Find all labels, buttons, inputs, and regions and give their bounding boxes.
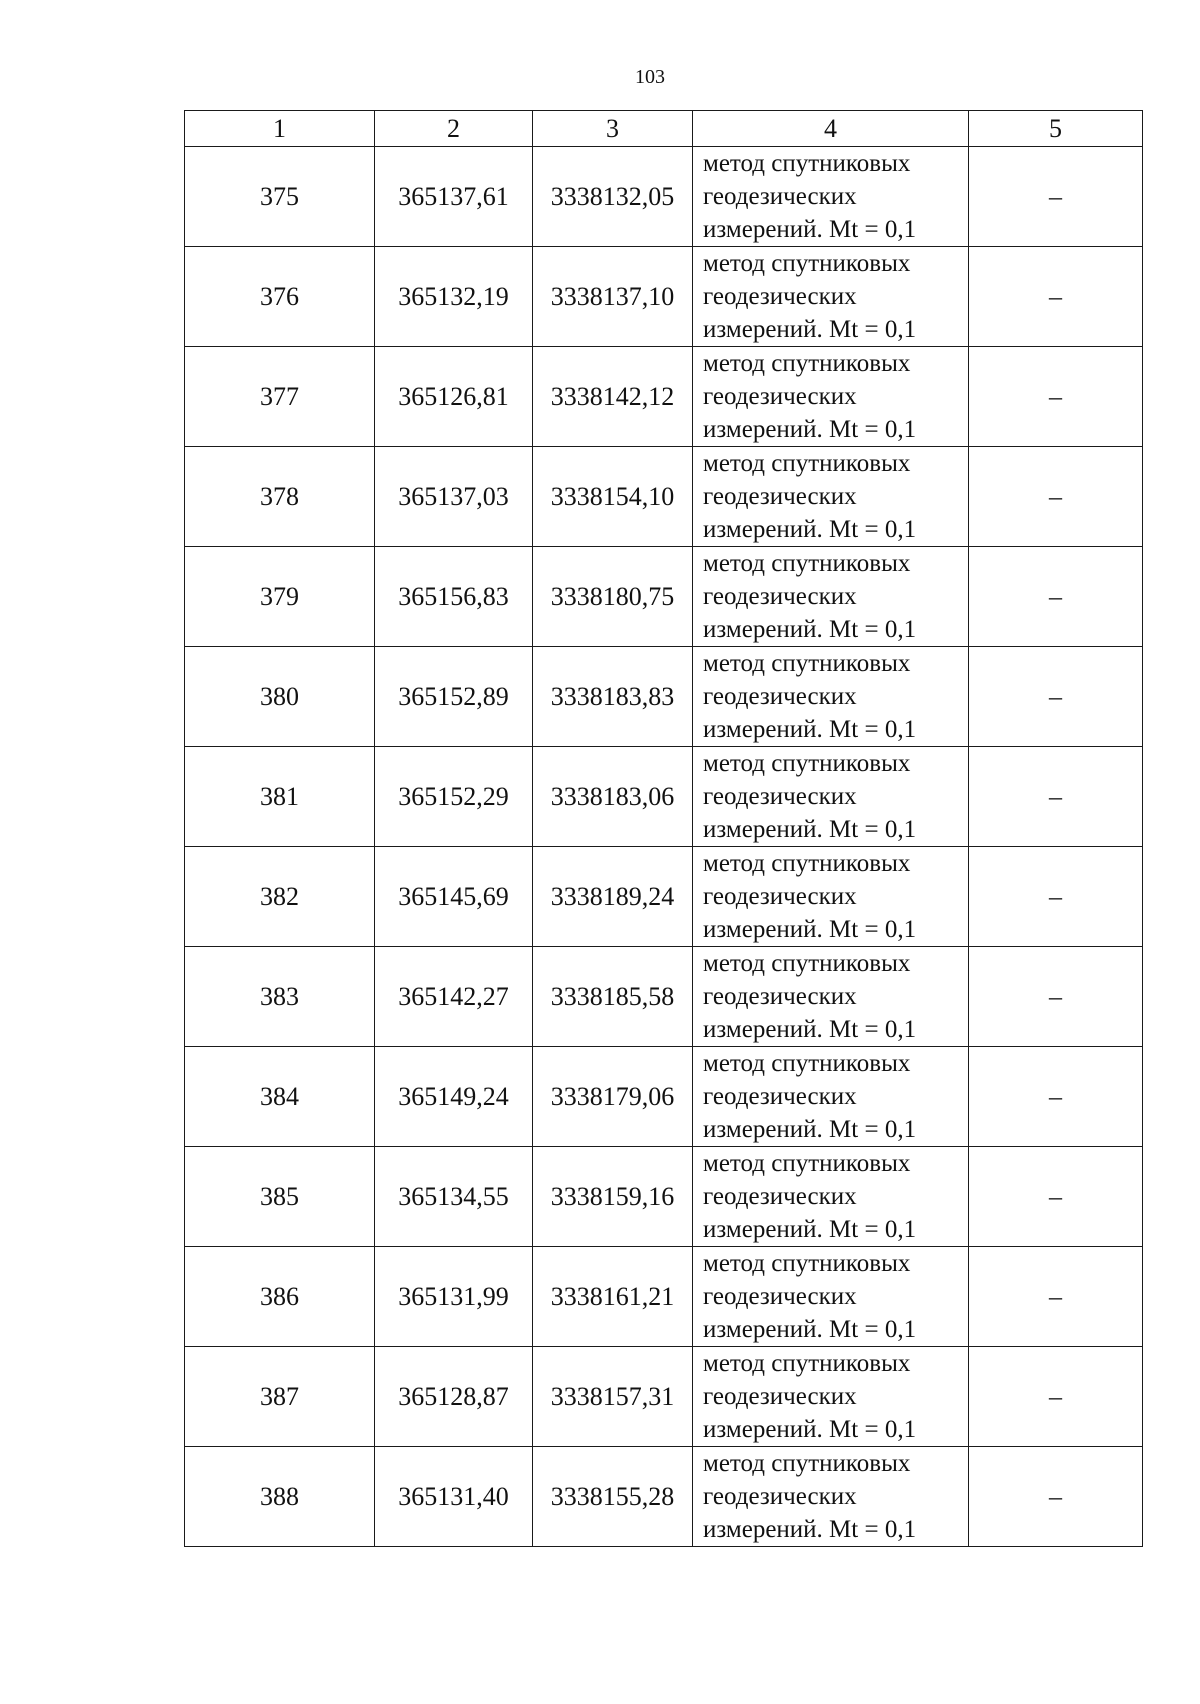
method-line: измерений. Mt = 0,1 <box>703 916 917 943</box>
coordinate-x-cell: 365137,61 <box>375 147 533 247</box>
method-cell <box>693 947 969 1047</box>
method-line: геодезических <box>703 1383 857 1410</box>
method-line: геодезических <box>703 1283 857 1310</box>
coordinate-x-cell: 365152,89 <box>375 647 533 747</box>
note-cell: – <box>969 1047 1143 1147</box>
method-cell <box>693 147 969 247</box>
point-number-cell: 380 <box>185 647 375 747</box>
method-cell <box>693 547 969 647</box>
method-line: измерений. Mt = 0,1 <box>703 1416 917 1443</box>
method-line: измерений. Mt = 0,1 <box>703 716 917 743</box>
table-row <box>185 1347 1143 1447</box>
point-number-cell: 375 <box>185 147 375 247</box>
coordinate-x-cell: 365131,99 <box>375 1247 533 1347</box>
method-line: геодезических <box>703 583 857 610</box>
table-header <box>185 111 1143 147</box>
method-line: геодезических <box>703 1083 857 1110</box>
method-line: измерений. Mt = 0,1 <box>703 416 917 443</box>
coordinate-y-cell: 3338155,28 <box>533 1447 693 1547</box>
method-line: метод спутниковых <box>703 1150 911 1177</box>
note-cell: – <box>969 547 1143 647</box>
method-cell <box>693 847 969 947</box>
coordinate-y-cell: 3338159,16 <box>533 1147 693 1247</box>
table-row <box>185 147 1143 247</box>
method-cell <box>693 1347 969 1447</box>
table-row <box>185 647 1143 747</box>
method-cell <box>693 247 969 347</box>
method-line: метод спутниковых <box>703 450 911 477</box>
method-line: метод спутниковых <box>703 1250 911 1277</box>
method-line: метод спутниковых <box>703 850 911 877</box>
method-line: измерений. Mt = 0,1 <box>703 216 917 243</box>
note-cell: – <box>969 747 1143 847</box>
coordinate-y-cell: 3338154,10 <box>533 447 693 547</box>
coordinate-y-cell: 3338137,10 <box>533 247 693 347</box>
coordinate-y-cell: 3338179,06 <box>533 1047 693 1147</box>
note-cell: – <box>969 947 1143 1047</box>
method-line: метод спутниковых <box>703 1450 911 1477</box>
coordinate-x-cell: 365126,81 <box>375 347 533 447</box>
point-number-cell: 384 <box>185 1047 375 1147</box>
point-number-cell: 376 <box>185 247 375 347</box>
coordinates-table <box>184 110 1143 1547</box>
coordinate-y-cell: 3338180,75 <box>533 547 693 647</box>
coordinate-x-cell: 365134,55 <box>375 1147 533 1247</box>
table-row <box>185 1447 1143 1547</box>
coordinate-x-cell: 365152,29 <box>375 747 533 847</box>
method-cell <box>693 647 969 747</box>
method-line: геодезических <box>703 183 857 210</box>
method-line: геодезических <box>703 483 857 510</box>
table-row <box>185 1147 1143 1247</box>
point-number-cell: 383 <box>185 947 375 1047</box>
coordinate-x-cell: 365132,19 <box>375 247 533 347</box>
method-cell <box>693 347 969 447</box>
coordinate-x-cell: 365128,87 <box>375 1347 533 1447</box>
table-row <box>185 847 1143 947</box>
table-row <box>185 1047 1143 1147</box>
coordinate-y-cell: 3338183,83 <box>533 647 693 747</box>
point-number-cell: 377 <box>185 347 375 447</box>
coordinate-y-cell: 3338157,31 <box>533 1347 693 1447</box>
table-row <box>185 347 1143 447</box>
note-cell: – <box>969 847 1143 947</box>
method-line: геодезических <box>703 1183 857 1210</box>
method-line: метод спутниковых <box>703 1050 911 1077</box>
coordinate-x-cell: 365142,27 <box>375 947 533 1047</box>
header-col-5: 5 <box>969 111 1143 147</box>
header-col-4: 4 <box>693 111 969 147</box>
method-line: геодезических <box>703 283 857 310</box>
method-line: измерений. Mt = 0,1 <box>703 516 917 543</box>
coordinate-x-cell: 365149,24 <box>375 1047 533 1147</box>
note-cell: – <box>969 1447 1143 1547</box>
method-cell <box>693 1147 969 1247</box>
point-number-cell: 379 <box>185 547 375 647</box>
point-number-cell: 387 <box>185 1347 375 1447</box>
method-line: геодезических <box>703 783 857 810</box>
method-cell <box>693 1047 969 1147</box>
point-number-cell: 378 <box>185 447 375 547</box>
method-line: метод спутниковых <box>703 350 911 377</box>
method-line: метод спутниковых <box>703 750 911 777</box>
note-cell: – <box>969 1147 1143 1247</box>
point-number-cell: 382 <box>185 847 375 947</box>
method-line: измерений. Mt = 0,1 <box>703 1316 917 1343</box>
coordinate-x-cell: 365137,03 <box>375 447 533 547</box>
method-line: измерений. Mt = 0,1 <box>703 816 917 843</box>
coordinate-y-cell: 3338142,12 <box>533 347 693 447</box>
table-row <box>185 947 1143 1047</box>
coordinate-y-cell: 3338161,21 <box>533 1247 693 1347</box>
table-row <box>185 1247 1143 1347</box>
method-line: метод спутниковых <box>703 650 911 677</box>
method-line: измерений. Mt = 0,1 <box>703 1516 917 1543</box>
note-cell: – <box>969 1347 1143 1447</box>
method-line: измерений. Mt = 0,1 <box>703 616 917 643</box>
coordinate-x-cell: 365131,40 <box>375 1447 533 1547</box>
method-cell <box>693 447 969 547</box>
method-line: метод спутниковых <box>703 150 911 177</box>
note-cell: – <box>969 447 1143 547</box>
table-row <box>185 447 1143 547</box>
coordinate-y-cell: 3338185,58 <box>533 947 693 1047</box>
coordinate-y-cell: 3338183,06 <box>533 747 693 847</box>
table-row <box>185 747 1143 847</box>
method-line: геодезических <box>703 1483 857 1510</box>
note-cell: – <box>969 1247 1143 1347</box>
header-col-1: 1 <box>185 111 375 147</box>
point-number-cell: 381 <box>185 747 375 847</box>
table-row <box>185 547 1143 647</box>
method-line: метод спутниковых <box>703 1350 911 1377</box>
note-cell: – <box>969 247 1143 347</box>
coordinate-y-cell: 3338132,05 <box>533 147 693 247</box>
method-line: метод спутниковых <box>703 550 911 577</box>
page-number: 103 <box>635 66 665 88</box>
header-col-2: 2 <box>375 111 533 147</box>
method-line: геодезических <box>703 683 857 710</box>
method-cell <box>693 1447 969 1547</box>
method-line: метод спутниковых <box>703 950 911 977</box>
method-line: измерений. Mt = 0,1 <box>703 1216 917 1243</box>
method-line: измерений. Mt = 0,1 <box>703 1016 917 1043</box>
method-line: геодезических <box>703 983 857 1010</box>
point-number-cell: 385 <box>185 1147 375 1247</box>
note-cell: – <box>969 147 1143 247</box>
point-number-cell: 386 <box>185 1247 375 1347</box>
method-line: геодезических <box>703 383 857 410</box>
table-row <box>185 247 1143 347</box>
note-cell: – <box>969 647 1143 747</box>
note-cell: – <box>969 347 1143 447</box>
coordinate-x-cell: 365145,69 <box>375 847 533 947</box>
method-cell <box>693 747 969 847</box>
method-cell <box>693 1247 969 1347</box>
header-col-3: 3 <box>533 111 693 147</box>
method-line: метод спутниковых <box>703 250 911 277</box>
table-body <box>185 147 1143 1547</box>
point-number-cell: 388 <box>185 1447 375 1547</box>
method-line: геодезических <box>703 883 857 910</box>
header-row <box>185 111 1143 147</box>
coordinate-y-cell: 3338189,24 <box>533 847 693 947</box>
coordinate-x-cell: 365156,83 <box>375 547 533 647</box>
method-line: измерений. Mt = 0,1 <box>703 1116 917 1143</box>
method-line: измерений. Mt = 0,1 <box>703 316 917 343</box>
